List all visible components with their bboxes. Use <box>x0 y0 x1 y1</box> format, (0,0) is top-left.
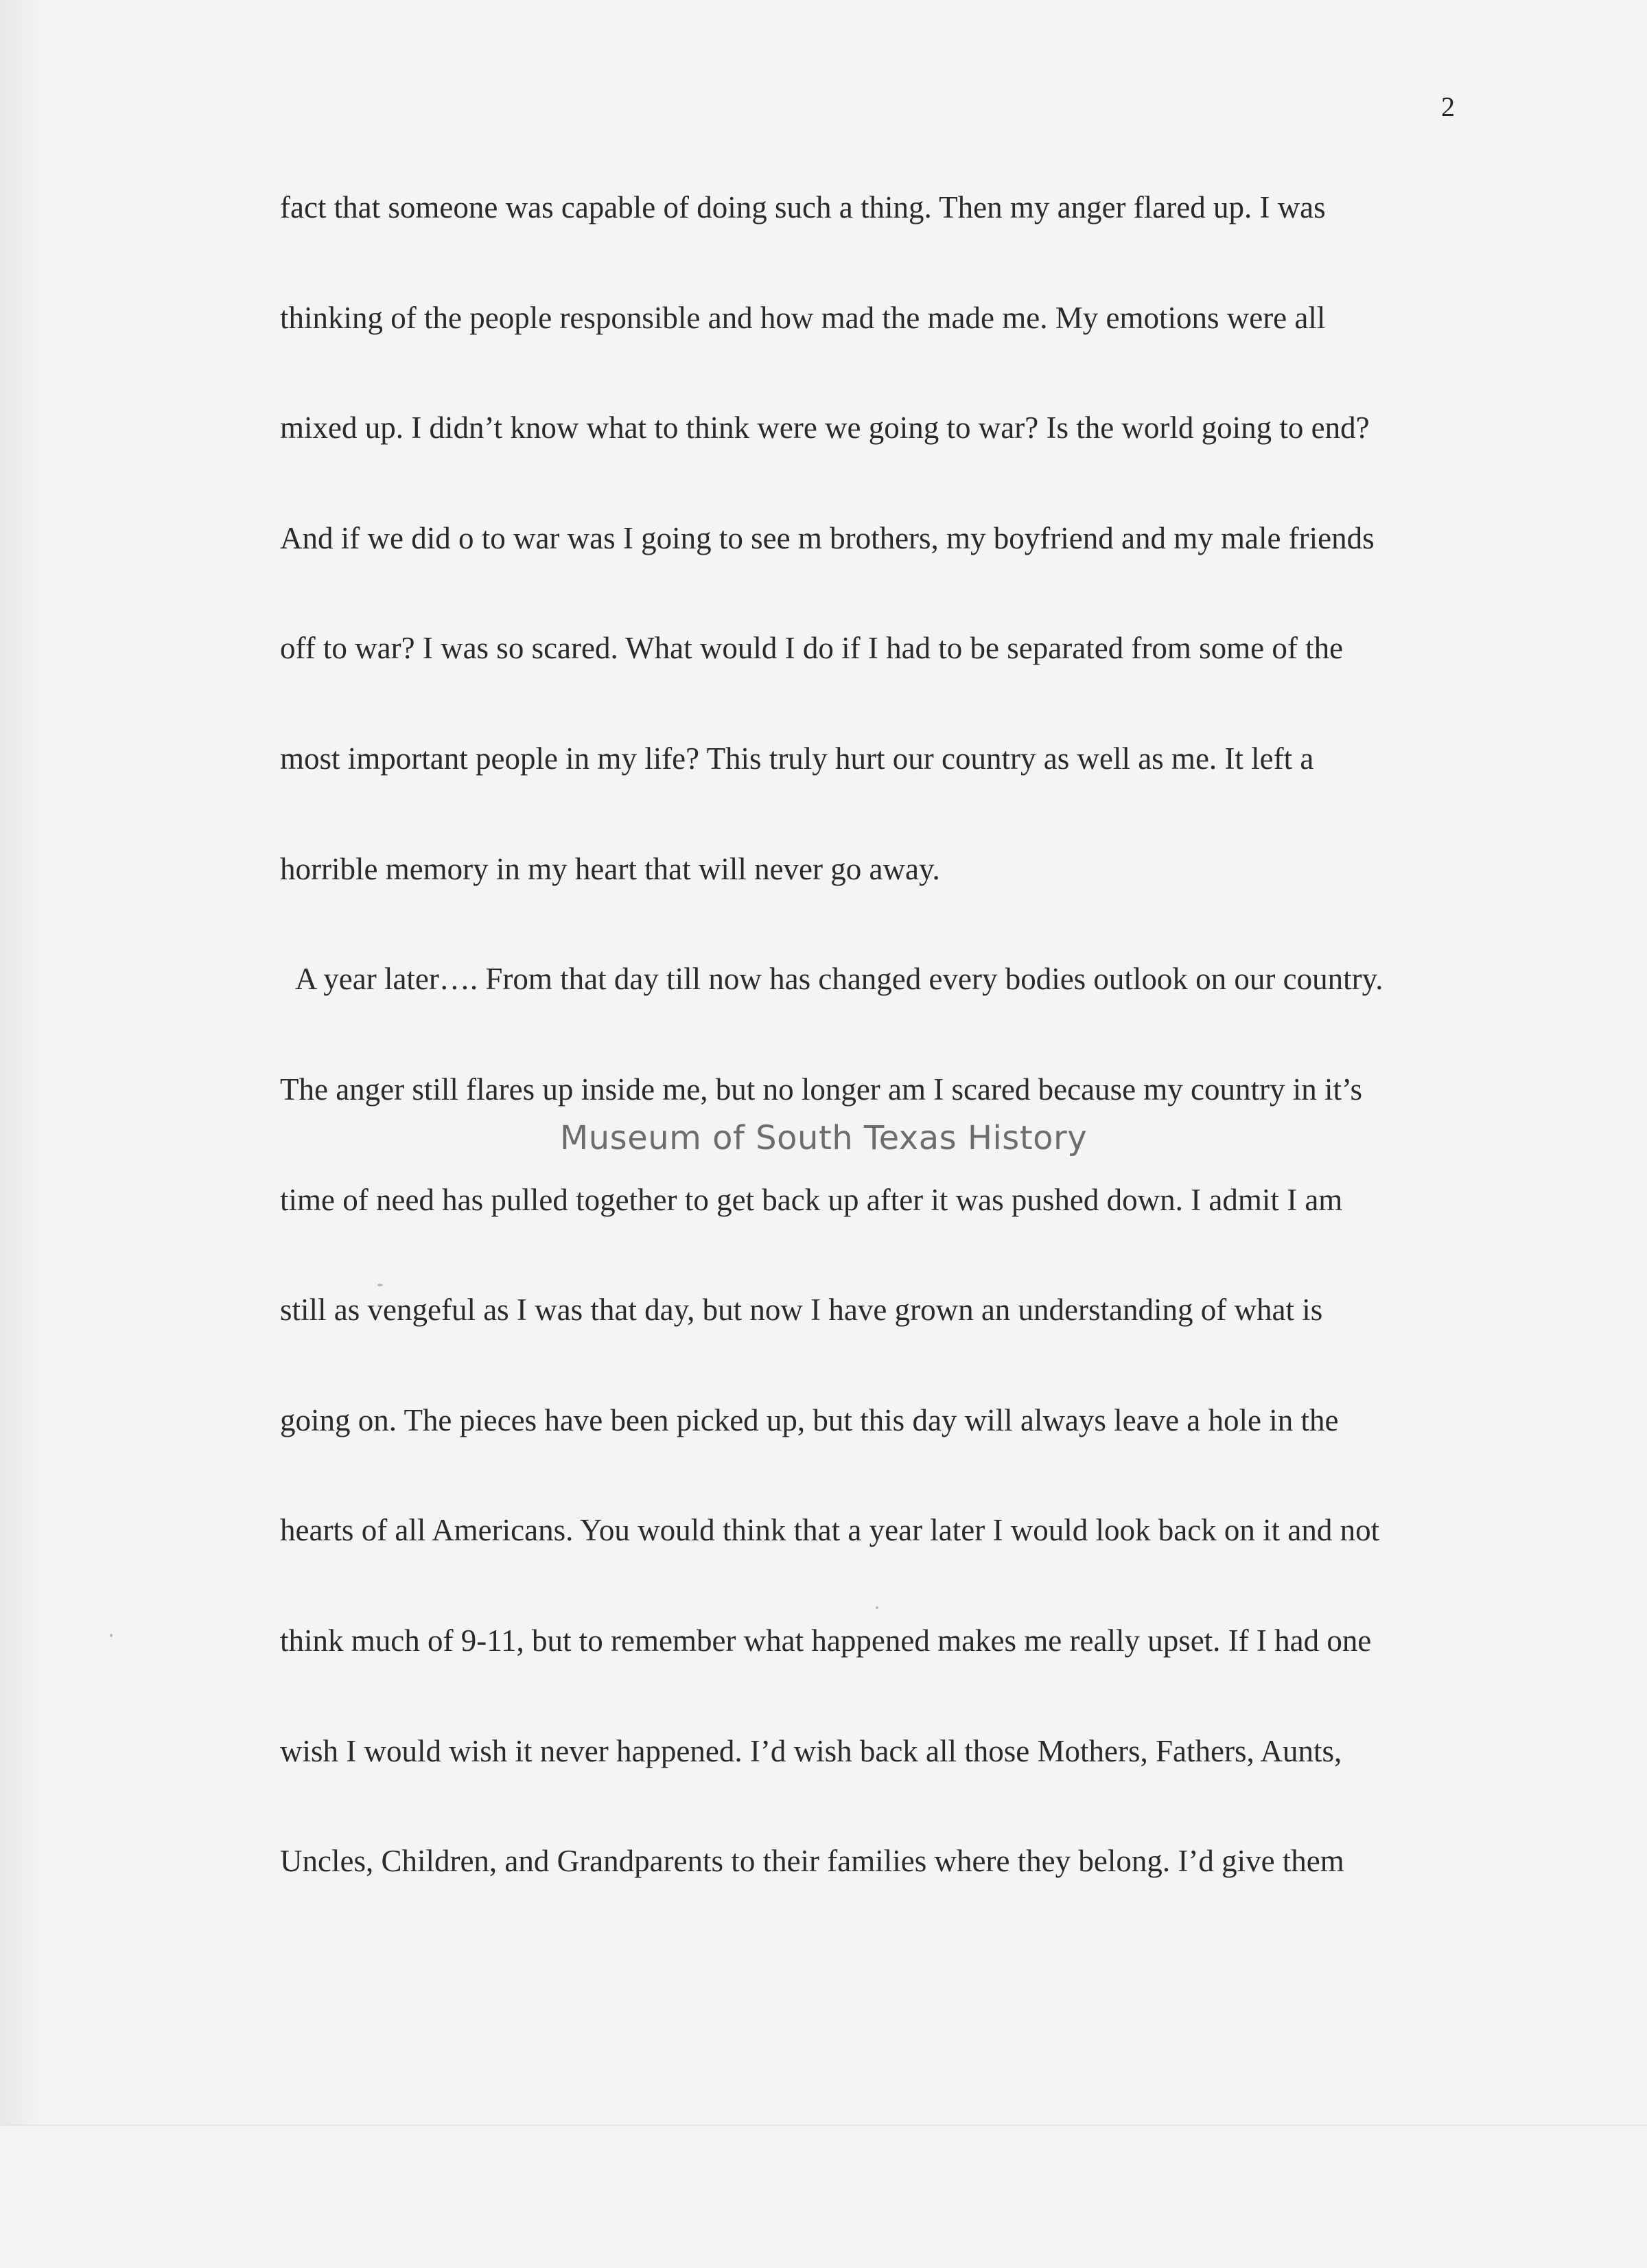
text-line-12: going on. The pieces have been picked up, but this day will always leave a hole in the <box>280 1403 1339 1437</box>
text-line-7: horrible memory in my heart that will never go away. <box>280 852 940 886</box>
text-line-11: still as vengeful as I was that day, but now I have grown an understanding of what is <box>280 1293 1323 1327</box>
museum-watermark: Museum of South Texas History <box>559 1119 1088 1157</box>
scan-speck <box>110 1634 113 1637</box>
scanner-bottom-strip <box>0 2125 1647 2268</box>
text-line-16: Uncles, Children, and Grandparents to their families where they belong. I’d give them <box>280 1844 1344 1878</box>
text-line-13: hearts of all Americans. You would think that a year later I would look back on it and not <box>280 1513 1380 1547</box>
text-line-3: mixed up. I didn’t know what to think were we going to war? Is the world going to end? <box>280 410 1370 445</box>
text-line-4: And if we did o to war was I going to see m brothers, my boyfriend and my male friends <box>280 521 1375 555</box>
page-number: 2 <box>1441 91 1455 122</box>
page-edge-shadow <box>0 0 43 2128</box>
scan-speck <box>377 1284 383 1286</box>
text-line-2: thinking of the people responsible and how mad the made me. My emotions were all <box>280 301 1326 335</box>
text-line-1: fact that someone was capable of doing such a thing. Then my anger flared up. I was <box>280 190 1326 224</box>
text-line-10: time of need has pulled together to get back up after it was pushed down. I admit I am <box>280 1183 1343 1217</box>
text-line-8: A year later…. From that day till now has changed every bodies outlook on our country. <box>295 962 1383 996</box>
scan-speck <box>876 1606 878 1609</box>
text-line-6: most important people in my life? This truly hurt our country as well as me. It left a <box>280 741 1314 776</box>
text-line-15: wish I would wish it never happened. I’d wish back all those Mothers, Fathers, Aunts, <box>280 1734 1342 1768</box>
text-line-5: off to war? I was so scared. What would I do if I had to be separated from some of the <box>280 631 1344 665</box>
text-line-9: The anger still flares up inside me, but no longer am I scared because my country in it’s <box>280 1072 1363 1107</box>
text-line-14: think much of 9-11, but to remember what happened makes me really upset. If I had one <box>280 1623 1372 1658</box>
